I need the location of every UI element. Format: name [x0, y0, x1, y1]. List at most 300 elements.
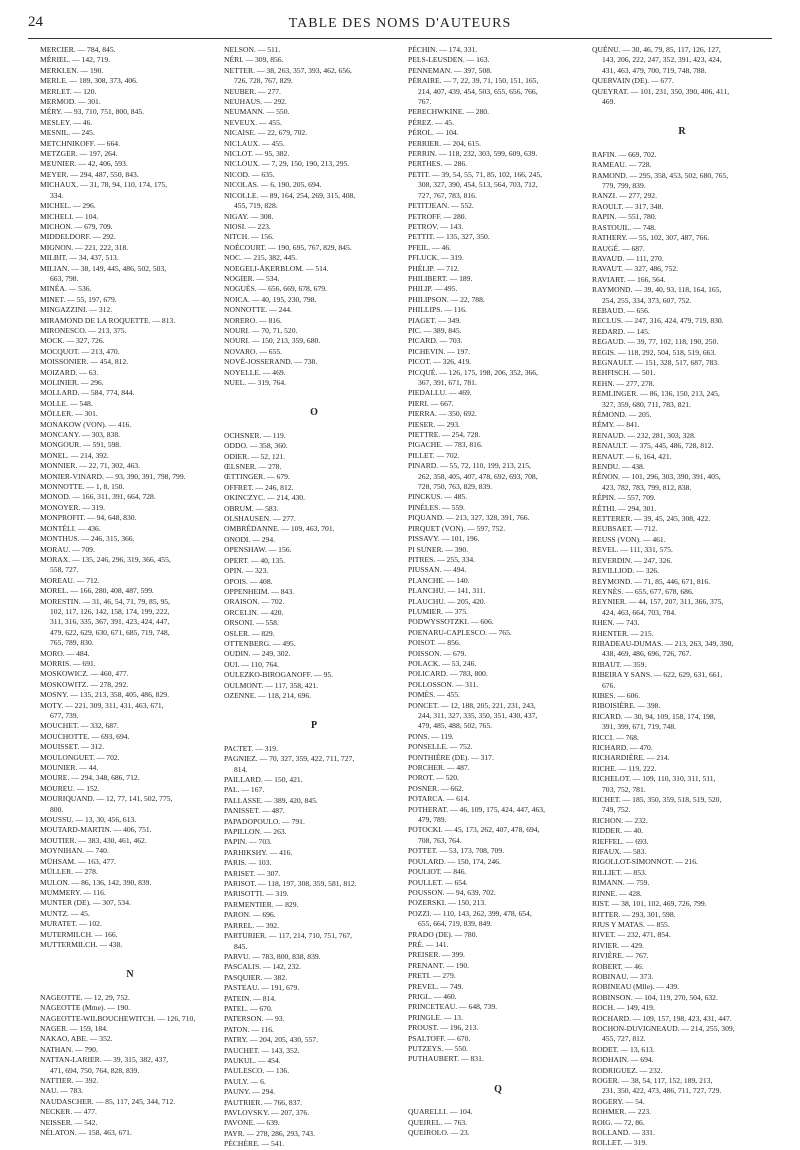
index-entry: POULARD. — 150, 174, 246. [408, 856, 501, 866]
index-entry: PARVU. — 783, 800, 838, 839. [224, 951, 321, 961]
index-entry: OKINCZYC. — 214, 430. [224, 493, 305, 503]
index-entry: PIUSSAN. — 494. [408, 565, 467, 575]
index-entry: PITRES. — 255, 334. [408, 554, 476, 564]
index-entry: MONGOUR. — 591, 598. [40, 440, 122, 450]
index-entry: METZGER. — 197, 264. [40, 149, 118, 159]
index-entry: QUARELLI. — 104. [408, 1107, 473, 1117]
index-entry: NICOLAS. — 6, 190, 205, 694. [224, 180, 322, 190]
index-entry: PETIT. — 39, 54, 55, 71, 85, 102, 166, 245, [408, 169, 543, 179]
index-entry: POULIOT. — 846. [408, 867, 467, 877]
index-entry: PHÉLIP. — 712. [408, 263, 460, 273]
index-entry: MOSKOWICZ. — 460, 477. [40, 669, 129, 679]
index-entry: ROBINAU. — 373. [592, 971, 654, 981]
page-title: TABLE DES NOMS D'AUTEURS [288, 16, 512, 31]
index-entry: PARTURIER. — 117, 214, 710, 751, 767, [224, 931, 353, 941]
index-entry-continuation: 749, 752. [602, 805, 631, 815]
index-entry: NOURI. — 70, 71, 520. [224, 325, 298, 335]
index-entry: REGIS. — 118, 292, 504, 518, 519, 663. [592, 347, 717, 357]
index-entry-continuation: 214, 407, 439, 454, 503, 655, 656, 766, [418, 86, 538, 96]
index-entry: OPOIS. — 408. [224, 576, 273, 586]
index-entry: RODHAIN. — 694. [592, 1055, 654, 1065]
index-entry: MUTERMILCH. — 166. [40, 929, 118, 939]
index-entry: RIBEIRA Y SANS. — 622, 629, 631, 661, [592, 670, 723, 680]
index-entry: REYNÈS. — 655, 677, 678, 686. [592, 586, 694, 596]
index-entry: ŒLSNER. — 278. [224, 462, 282, 472]
index-entry: REYMOND. — 71, 85, 446, 671, 816. [592, 576, 711, 586]
index-entry: PIQUAND. — 213, 327, 328, 391, 766. [408, 513, 530, 523]
index-entry: OBRUM. — 583. [224, 503, 279, 513]
index-entry: PIESER. — 293. [408, 419, 460, 429]
index-entry: PANISSET. — 487. [224, 806, 285, 816]
index-entry-continuation: 424, 463, 664, 703, 784. [602, 607, 677, 617]
index-entry: PARHIKSHY. — 416. [224, 847, 293, 857]
index-entry: PERRIER. — 204, 615. [408, 138, 481, 148]
index-entry: RODRIGUEZ. — 232. [592, 1065, 663, 1075]
index-entry: PETROV. — 143. [408, 221, 464, 231]
index-entry: POULLET. — 654. [408, 877, 468, 887]
index-entry: NOC. — 215, 382, 445. [224, 253, 297, 263]
index-entry: ROCH. — 149, 419. [592, 1003, 655, 1013]
index-entry: NOGIER. — 534. [224, 273, 280, 283]
index-entry: MICHELI. — 104. [40, 211, 99, 221]
index-entry: ODIER. — 52, 121. [224, 451, 286, 461]
index-entry: RAYMOND. — 39, 40, 93, 118, 164, 165, [592, 285, 722, 295]
index-entry: PRIGL. — 460. [408, 991, 457, 1001]
index-entry: NAGEOTTE. — 12, 29, 752. [40, 992, 130, 1002]
index-entry: REVERDIN. — 247, 326. [592, 555, 673, 565]
index-entry: PERRIN. — 118, 232, 303, 599, 609, 639. [408, 149, 538, 159]
index-entry: MUTTERMILCH. — 438. [40, 939, 123, 949]
index-entry-continuation: 334. [50, 190, 64, 200]
index-entry: RANZI. — 277, 292. [592, 191, 657, 201]
index-entry-continuation: 254, 255, 334, 373, 607, 752. [602, 295, 692, 305]
index-entry: PI SUNER. — 390. [408, 544, 469, 554]
index-entry: PRÉ. — 141. [408, 939, 449, 949]
index-entry: MOLLE. — 548. [40, 398, 93, 408]
index-entry: MUNTZ. — 45. [40, 908, 90, 918]
index-entry: PAL. — 167. [224, 785, 265, 795]
index-entry: PETTIT. — 135, 327, 350. [408, 232, 490, 242]
index-entry: POUSSON. — 94, 639, 702. [408, 887, 496, 897]
index-entry: PORCHER. — 487. [408, 763, 470, 773]
index-column-4 [592, 45, 772, 1149]
index-entry-continuation: 676. [602, 680, 616, 690]
index-entry: PRETI. — 279. [408, 971, 456, 981]
index-entry: PAUCHET. — 143, 352. [224, 1045, 300, 1055]
index-entry-continuation: 677, 739. [50, 711, 79, 720]
index-entry: PREVEL. — 749. [408, 981, 464, 991]
index-entry: MILBIT. — 34, 437, 513. [40, 253, 119, 263]
index-entry-continuation: 479, 622, 629, 630, 671, 685, 719, 748, [50, 627, 170, 637]
index-entry: PILLET. — 702. [408, 450, 460, 460]
index-entry: NIGAY. — 308. [224, 211, 274, 221]
index-entry: PARIS. — 103. [224, 858, 272, 868]
index-entry: OULMONT. — 117, 358, 421. [224, 680, 319, 690]
index-entry: MOYNIHAN. — 740. [40, 846, 109, 856]
index-entry: MOUCHOTTE. — 693, 694. [40, 731, 130, 741]
index-entry: PLUMIER. — 375. [408, 606, 468, 616]
index-entry: RIVIER. — 429. [592, 940, 644, 950]
index-entry: ROBINSON. — 104, 119, 270, 504, 632. [592, 992, 718, 1002]
index-entry: PONS. — 119. [408, 731, 454, 741]
index-entry: NETTER. — 38, 263, 357, 393, 462, 656, [224, 65, 352, 75]
index-entry: REGAUD. — 39, 77, 102, 118, 190, 250. [592, 337, 719, 347]
index-entry-continuation: 800. [50, 804, 64, 814]
index-entry: MOUISSET. — 312. [40, 742, 104, 752]
index-entry: MERKLEN. — 190. [40, 65, 104, 75]
index-entry: QUERVAIN (DE). — 677. [592, 76, 674, 86]
index-entry-continuation: 423, 782, 783, 799, 812, 838. [602, 482, 692, 492]
index-entry: PAVLOVSKY. — 207, 376. [224, 1108, 310, 1117]
index-entry: RIDDER. — 40. [592, 826, 644, 836]
index-entry: PFLUCK. — 319. [408, 253, 464, 263]
page-number: 24 [28, 14, 43, 30]
index-entry: MULON. — 86, 136, 142, 390, 839. [40, 877, 152, 887]
index-entry-continuation: 455, 719, 828. [234, 201, 278, 211]
index-entry: PROUST. — 196, 213. [408, 1023, 479, 1033]
index-entry-continuation: 726, 728, 767, 829. [234, 76, 293, 86]
index-entry: RIGOLLOT-SIMONNOT. — 216. [592, 857, 698, 867]
index-entry: POISSON. — 679. [408, 648, 467, 658]
index-entry: RÉPIN. — 557, 709. [592, 493, 656, 503]
index-entry: ONODI. — 294. [224, 534, 276, 544]
index-entry: POTARCA. — 614. [408, 794, 470, 804]
index-entry: PRINGLE. — 13. [408, 1012, 463, 1022]
index-entry: NICAISE. — 22, 679, 702. [224, 128, 308, 138]
index-entry: MINGAZZINI. — 312. [40, 305, 113, 315]
index-entry: ROBERT. — 46. [592, 961, 644, 971]
index-entry: ROGERY. — 54. [592, 1096, 645, 1106]
index-entry: NAUDASCHER. — 85, 117, 245, 344, 712. [40, 1096, 176, 1106]
index-entry: REVEL. — 111, 331, 575. [592, 545, 673, 555]
index-entry: PAULESCO. — 136. [224, 1066, 290, 1076]
index-entry-continuation: 727, 767, 783, 816. [418, 190, 477, 200]
index-entry: MOLINIER. — 296. [40, 378, 104, 387]
index-entry: NIOSI. — 223. [224, 221, 271, 231]
index-entry: QUÉNU. — 30, 46, 79, 85, 117, 126, 127, [592, 45, 721, 54]
index-entry: POMÈS. — 455. [408, 690, 460, 700]
index-entry-continuation: 767. [418, 97, 432, 107]
index-entry: NICLOUX. — 7, 29, 150, 190, 213, 295. [224, 159, 350, 169]
index-entry: REYNIER. — 44, 157, 207, 311, 366, 375, [592, 597, 724, 607]
index-entry-continuation: 391, 399, 671, 719, 748. [602, 722, 677, 732]
index-entry: NOVÉ-JOSSERAND. — 738. [224, 357, 318, 367]
index-entry: PAILLARD. — 150, 421. [224, 775, 303, 784]
index-entry: MONAKOW (VON). — 416. [40, 419, 132, 429]
index-entry: NECKER. — 477. [40, 1107, 97, 1117]
index-entry: PAUTRIER. — 766, 837. [224, 1097, 303, 1107]
index-entry-continuation: 703, 752, 781. [602, 784, 646, 794]
index-entry: RAVIART. — 166, 564. [592, 274, 666, 284]
index-entry: NONNOTTE. — 244. [224, 305, 292, 315]
index-entry: PAUKUL. — 454. [224, 1055, 281, 1065]
index-entry: REUSS (VON). — 461. [592, 534, 666, 544]
index-entry: NÉLATON. — 158, 463, 671. [40, 1128, 132, 1138]
index-entry: POENARU-CAPLESCO. — 765. [408, 627, 512, 637]
index-entry: REHN. — 277, 278. [592, 378, 655, 388]
index-entry: MERMOD. — 301. [40, 97, 101, 107]
index-entry: NEISSER. — 542. [40, 1117, 98, 1127]
index-entry: QUEYRAT. — 101, 231, 350, 390, 406, 411, [592, 86, 730, 96]
index-entry: NOICA. — 40, 195, 230, 798. [224, 294, 317, 304]
index-entry: OSLER. — 829. [224, 628, 275, 638]
index-entry: ROCHON-DUVIGNEAUD. — 214, 255, 309, [592, 1023, 735, 1033]
index-entry: MIGNON. — 221, 222, 318. [40, 242, 129, 252]
index-entry: MOLLARD. — 584, 774, 844. [40, 388, 135, 398]
index-entry: PONTHIÈRE (DE). — 317. [408, 752, 494, 762]
index-entry: PETITJEAN. — 552. [408, 201, 474, 211]
index-entry: METCHNIKOFF. — 664. [40, 138, 120, 148]
index-entry-continuation: 708, 763, 764. [418, 835, 462, 845]
index-entry: NÉRI. — 309, 856. [224, 55, 284, 65]
index-entry: OLSHAUSEN. — 277. [224, 514, 296, 524]
index-entry: NOVARO. — 655. [224, 346, 283, 356]
index-entry: RIBES. — 606. [592, 690, 641, 700]
index-entry-continuation: 765, 789, 830. [50, 638, 94, 648]
index-entry: RICHELOT. — 109, 110, 310, 311, 511, [592, 774, 716, 784]
index-entry: PLANCHU. — 141, 311. [408, 586, 486, 596]
index-entry: MOUCHET. — 332, 687. [40, 721, 119, 731]
index-entry: MONOD. — 166, 311, 391, 664, 728. [40, 492, 156, 502]
index-entry: RIBOISIÈRE. — 398. [592, 701, 661, 711]
index-entry: PIC. — 389, 845. [408, 325, 462, 335]
index-entry: REBAUD. — 656. [592, 305, 650, 315]
index-entry: RICHE. — 119, 222. [592, 763, 657, 773]
index-entry: PREISER. — 399. [408, 950, 465, 960]
section-letter: Q [494, 1083, 502, 1095]
index-entry: RAVAUD. — 111, 270. [592, 253, 664, 263]
index-entry-continuation: 728, 750, 763, 829, 839. [418, 482, 493, 492]
index-entry: MOREL. — 166, 280, 408, 487, 599. [40, 586, 154, 596]
index-entry: RENAUT. — 6, 164, 421. [592, 451, 672, 461]
index-entry: OZENNE. — 118, 214, 696. [224, 690, 312, 700]
index-entry: MURATET. — 102. [40, 919, 102, 929]
index-entry: RIFAUX. — 583. [592, 847, 647, 857]
index-entry: MÉRY. — 93, 710, 751, 800, 845. [40, 107, 145, 117]
index-entry: RECLUS. — 247, 316, 424, 479, 719, 830. [592, 316, 724, 326]
index-entry: PISSAVY. — 101, 196. [408, 534, 480, 544]
index-entry: PERTHES. — 286. [408, 159, 468, 169]
index-entry: MESLEY. — 46. [40, 117, 93, 127]
index-entry: PHILLIPS. — 116. [408, 305, 467, 315]
index-entry: ROCHARD. — 109, 157, 198, 423, 431, 447. [592, 1013, 732, 1023]
index-entry: RAMOND. — 295, 358, 453, 502, 680, 765, [592, 170, 729, 180]
index-entry: ROLLET. — 319. [592, 1138, 648, 1148]
index-entry: POLLOSSON. — 311. [408, 679, 479, 689]
index-entry: RIBAUT. — 359. [592, 659, 647, 669]
index-entry: MOSKOWITZ. — 278, 292. [40, 679, 129, 689]
index-entry: MOUTARD-MARTIN. — 406, 751. [40, 825, 152, 835]
index-entry-continuation: 102, 117, 126, 142, 158, 174, 199, 222, [50, 606, 170, 616]
index-entry-continuation: 438, 469, 486, 696, 726, 767. [602, 649, 692, 659]
index-entry: RIVIÈRE. — 767. [592, 951, 649, 961]
index-entry: PARMENTIER. — 829. [224, 899, 299, 909]
index-entry: NOGUÈS. — 656, 669, 678, 679. [224, 284, 327, 294]
index-entry: RINNE. — 428. [592, 888, 642, 898]
index-entry: RÉMY. — 841. [592, 420, 640, 430]
index-entry: PAYR. — 278, 286, 293, 743. [224, 1128, 316, 1138]
index-entry-continuation: 663, 798. [50, 273, 79, 283]
index-entry: PIERRA. — 350, 692. [408, 409, 477, 419]
index-entry: POZERSKI. — 150, 213. [408, 898, 487, 908]
index-entry: MONNIER. — 22, 71, 302, 463. [40, 461, 140, 471]
index-entry: PAULY. — 6. [224, 1076, 266, 1086]
section-letter: O [310, 407, 318, 419]
index-entry-continuation: 262, 358, 405, 407, 478, 692, 693, 708, [418, 471, 538, 481]
index-entry: PIETTRE. — 254, 728. [408, 430, 481, 440]
index-entry: REHFISCH. — 501. [592, 368, 656, 378]
index-entry: OULEZKO-BIROGANOFF. — 95. [224, 670, 334, 680]
index-entry: MONPROFIT. — 94, 648, 830. [40, 513, 137, 523]
index-entry: PSALTOFF. — 670. [408, 1033, 471, 1043]
section-letter: P [310, 720, 318, 732]
index-entry: MORAU. — 709. [40, 544, 95, 554]
index-entry-continuation: 469. [602, 97, 616, 107]
index-entry: NOÉCOURT. — 190, 695, 767, 829, 845. [224, 242, 352, 252]
index-entry: PIRQUET (VON). — 597, 752. [408, 523, 506, 533]
index-entry: PICARD. — 703. [408, 336, 463, 346]
index-entry: MIDDELDORF. — 292. [40, 232, 116, 242]
index-entry: RIBADEAU-DUMAS. — 213, 263, 349, 390, [592, 638, 734, 648]
index-entry: OPPENHEIM. — 843. [224, 586, 295, 596]
index-entry: PLAUCHU. — 205, 420. [408, 596, 486, 606]
index-entry: MONNOTTE. — 1, 8, 150. [40, 482, 125, 492]
index-entry: RENDU. — 438. [592, 462, 645, 472]
index-entry: PONCET. — 12, 188, 205, 221, 231, 243, [408, 700, 536, 710]
index-entry: MICHON. — 679, 709. [40, 221, 113, 231]
index-entry: PAPADOPOULO. — 791. [224, 816, 305, 826]
index-entry: MESNIL. — 245. [40, 128, 95, 138]
index-entry: POSNER. — 662. [408, 783, 464, 793]
index-entry: RASTOUIL. — 748. [592, 222, 656, 232]
index-entry: MORO. — 484. [40, 648, 90, 658]
index-entry: PONSELLE. — 752. [408, 742, 473, 752]
index-entry: RICCI. — 768. [592, 732, 639, 742]
index-entry-continuation: 655, 664, 719, 839, 849. [418, 919, 493, 929]
section-letter: R [678, 126, 686, 138]
index-entry: PODWYSSOTZKI. — 606. [408, 617, 494, 627]
index-entry: RILLIET. — 853. [592, 867, 647, 877]
index-entry: REVILLIOD. — 326. [592, 566, 660, 576]
index-entry: RICHARDIÈRE. — 214. [592, 753, 670, 763]
index-entry: POLICARD. — 783, 800. [408, 669, 488, 679]
index-entry-continuation: 308, 327, 390, 454, 513, 564, 703, 712, [418, 180, 538, 190]
index-entry: PICQUÉ. — 126, 175, 198, 206, 352, 366, [408, 367, 538, 377]
index-entry: RAVAUT. — 327, 486, 752. [592, 264, 679, 274]
index-entry: POTHERAT. — 46, 109, 175, 424, 447, 463, [408, 804, 545, 814]
index-entry: RICHON. — 232. [592, 815, 648, 825]
index-entry: POTTET. — 53, 173, 708, 709. [408, 846, 505, 856]
index-entry: NEUHAUS. — 292. [224, 97, 287, 107]
index-entry: PICOT. — 326, 419. [408, 357, 472, 367]
index-column-1 [40, 45, 220, 1138]
index-entry: POLACK. — 53, 246. [408, 658, 477, 668]
index-entry: MOISSONIER. — 454, 812. [40, 357, 129, 367]
index-entry: PASCALIS. — 142, 232. [224, 962, 301, 972]
index-entry: PÉREZ. — 45. [408, 117, 454, 127]
page-header [28, 14, 772, 36]
index-entry-continuation: 367, 391, 671, 781. [418, 378, 477, 387]
index-entry: PACTET. — 319. [224, 743, 279, 753]
index-entry: RÉNON. — 101, 296, 303, 390, 391, 405, [592, 472, 721, 482]
index-entry: REGNAULT. — 151, 328, 517, 687, 783. [592, 357, 719, 367]
index-entry: MOCQUOT. — 213, 470. [40, 346, 120, 356]
index-entry: MOREAU. — 712. [40, 575, 100, 585]
index-entry: NEVEUX. — 455. [224, 117, 282, 127]
index-column-2 [224, 45, 404, 1150]
index-entry: PATERSON. — 93. [224, 1014, 285, 1024]
index-entry: MOUNIER. — 44. [40, 763, 99, 773]
index-entry: REMLINGER. — 86, 136, 150, 213, 245, [592, 389, 720, 399]
index-entry: ROGER. — 38, 54, 117, 152, 189, 213, [592, 1076, 713, 1085]
index-entry: RHENTER. — 215. [592, 628, 654, 638]
index-entry: NATTAN-LARIER. — 39, 315, 382, 437, [40, 1055, 169, 1065]
index-entry: RAOULT. — 317, 348. [592, 201, 664, 211]
index-entry: MÖLLER. — 301. [40, 409, 98, 419]
index-entry: OTTENBERG. — 495. [224, 638, 296, 648]
index-entry: POZZI. — 110, 143, 262, 399, 478, 654, [408, 908, 532, 918]
index-entry: RAMEAU. — 728. [592, 160, 652, 170]
index-entry: NICLOT. — 95, 382. [224, 149, 290, 159]
index-entry: RIMANN. — 759. [592, 878, 650, 888]
index-entry: MÜLLER. — 278. [40, 867, 98, 877]
index-entry: PFEIL. — 46. [408, 242, 452, 252]
index-entry: NITCH. — 156. [224, 232, 274, 242]
index-entry: NEUBER. — 277. [224, 86, 281, 96]
index-entry: POROT. — 520. [408, 773, 459, 783]
index-entry: MOSNY. — 135, 213, 358, 405, 486, 829. [40, 690, 169, 700]
index-entry: PRENANT. — 190. [408, 960, 470, 970]
index-entry: RENAULT. — 375, 445, 486, 728, 812. [592, 441, 714, 451]
index-entry: PARREL. — 392. [224, 920, 279, 930]
index-entry: MONTHUS. — 246, 315, 366. [40, 534, 135, 544]
index-entry: MOCK. — 327, 726. [40, 336, 105, 346]
index-entry: NAKAO, ABE. — 352. [40, 1034, 113, 1044]
index-entry: RIUS Y MATAS. — 855. [592, 919, 670, 929]
index-entry: ORSONI. — 558. [224, 618, 279, 628]
index-entry: ODDO. — 358, 360. [224, 441, 288, 451]
index-entry: OUI. — 110, 764. [224, 659, 279, 669]
section-letter: N [126, 969, 134, 981]
index-entry: MICHAUX. — 31, 78, 94, 110, 174, 175, [40, 180, 168, 190]
index-entry: PASTEAU. — 191, 679. [224, 983, 300, 993]
index-entry: ROHMER. — 223. [592, 1107, 652, 1117]
index-entry: MICHEL. — 296. [40, 201, 96, 211]
index-entry: PARON. — 696. [224, 910, 276, 920]
index-entry: NAGER. — 159, 184. [40, 1023, 108, 1033]
index-entry: PHILIP. — 495. [408, 284, 458, 294]
index-entry: NAGEOTTE (Mme). — 190. [40, 1003, 131, 1013]
index-entry: MERLET. — 120. [40, 86, 97, 96]
index-entry: NUEL. — 319, 764. [224, 378, 287, 387]
index-entry: PATRY. — 204, 205, 430, 557. [224, 1035, 319, 1045]
index-entry: MONCANY. — 303, 838. [40, 430, 121, 440]
index-entry: PAGNIEZ. — 70, 327, 359, 422, 711, 727, [224, 754, 355, 764]
index-columns [40, 45, 780, 1149]
index-entry: NOYELLE. — 469. [224, 367, 286, 377]
index-entry: RAUGÉ. — 687. [592, 243, 645, 253]
index-entry: MORESTIN. — 31, 46, 54, 71, 79, 85, 95, [40, 596, 170, 606]
index-entry: PHILIPSON. — 22, 788. [408, 294, 485, 304]
index-entry: PAPIN. — 703. [224, 837, 272, 847]
index-entry: PHILIBERT. — 189. [408, 273, 473, 283]
index-entry: PARISOTTI. — 319. [224, 889, 289, 899]
index-entry: RIEFFEL. — 693. [592, 836, 649, 846]
index-entry: PINÉLES. — 559. [408, 502, 465, 512]
index-entry: MÉRIEL. — 142, 719. [40, 55, 111, 65]
index-entry: RODET. — 13, 613. [592, 1044, 655, 1054]
index-entry: NELSON. — 511. [224, 45, 281, 54]
